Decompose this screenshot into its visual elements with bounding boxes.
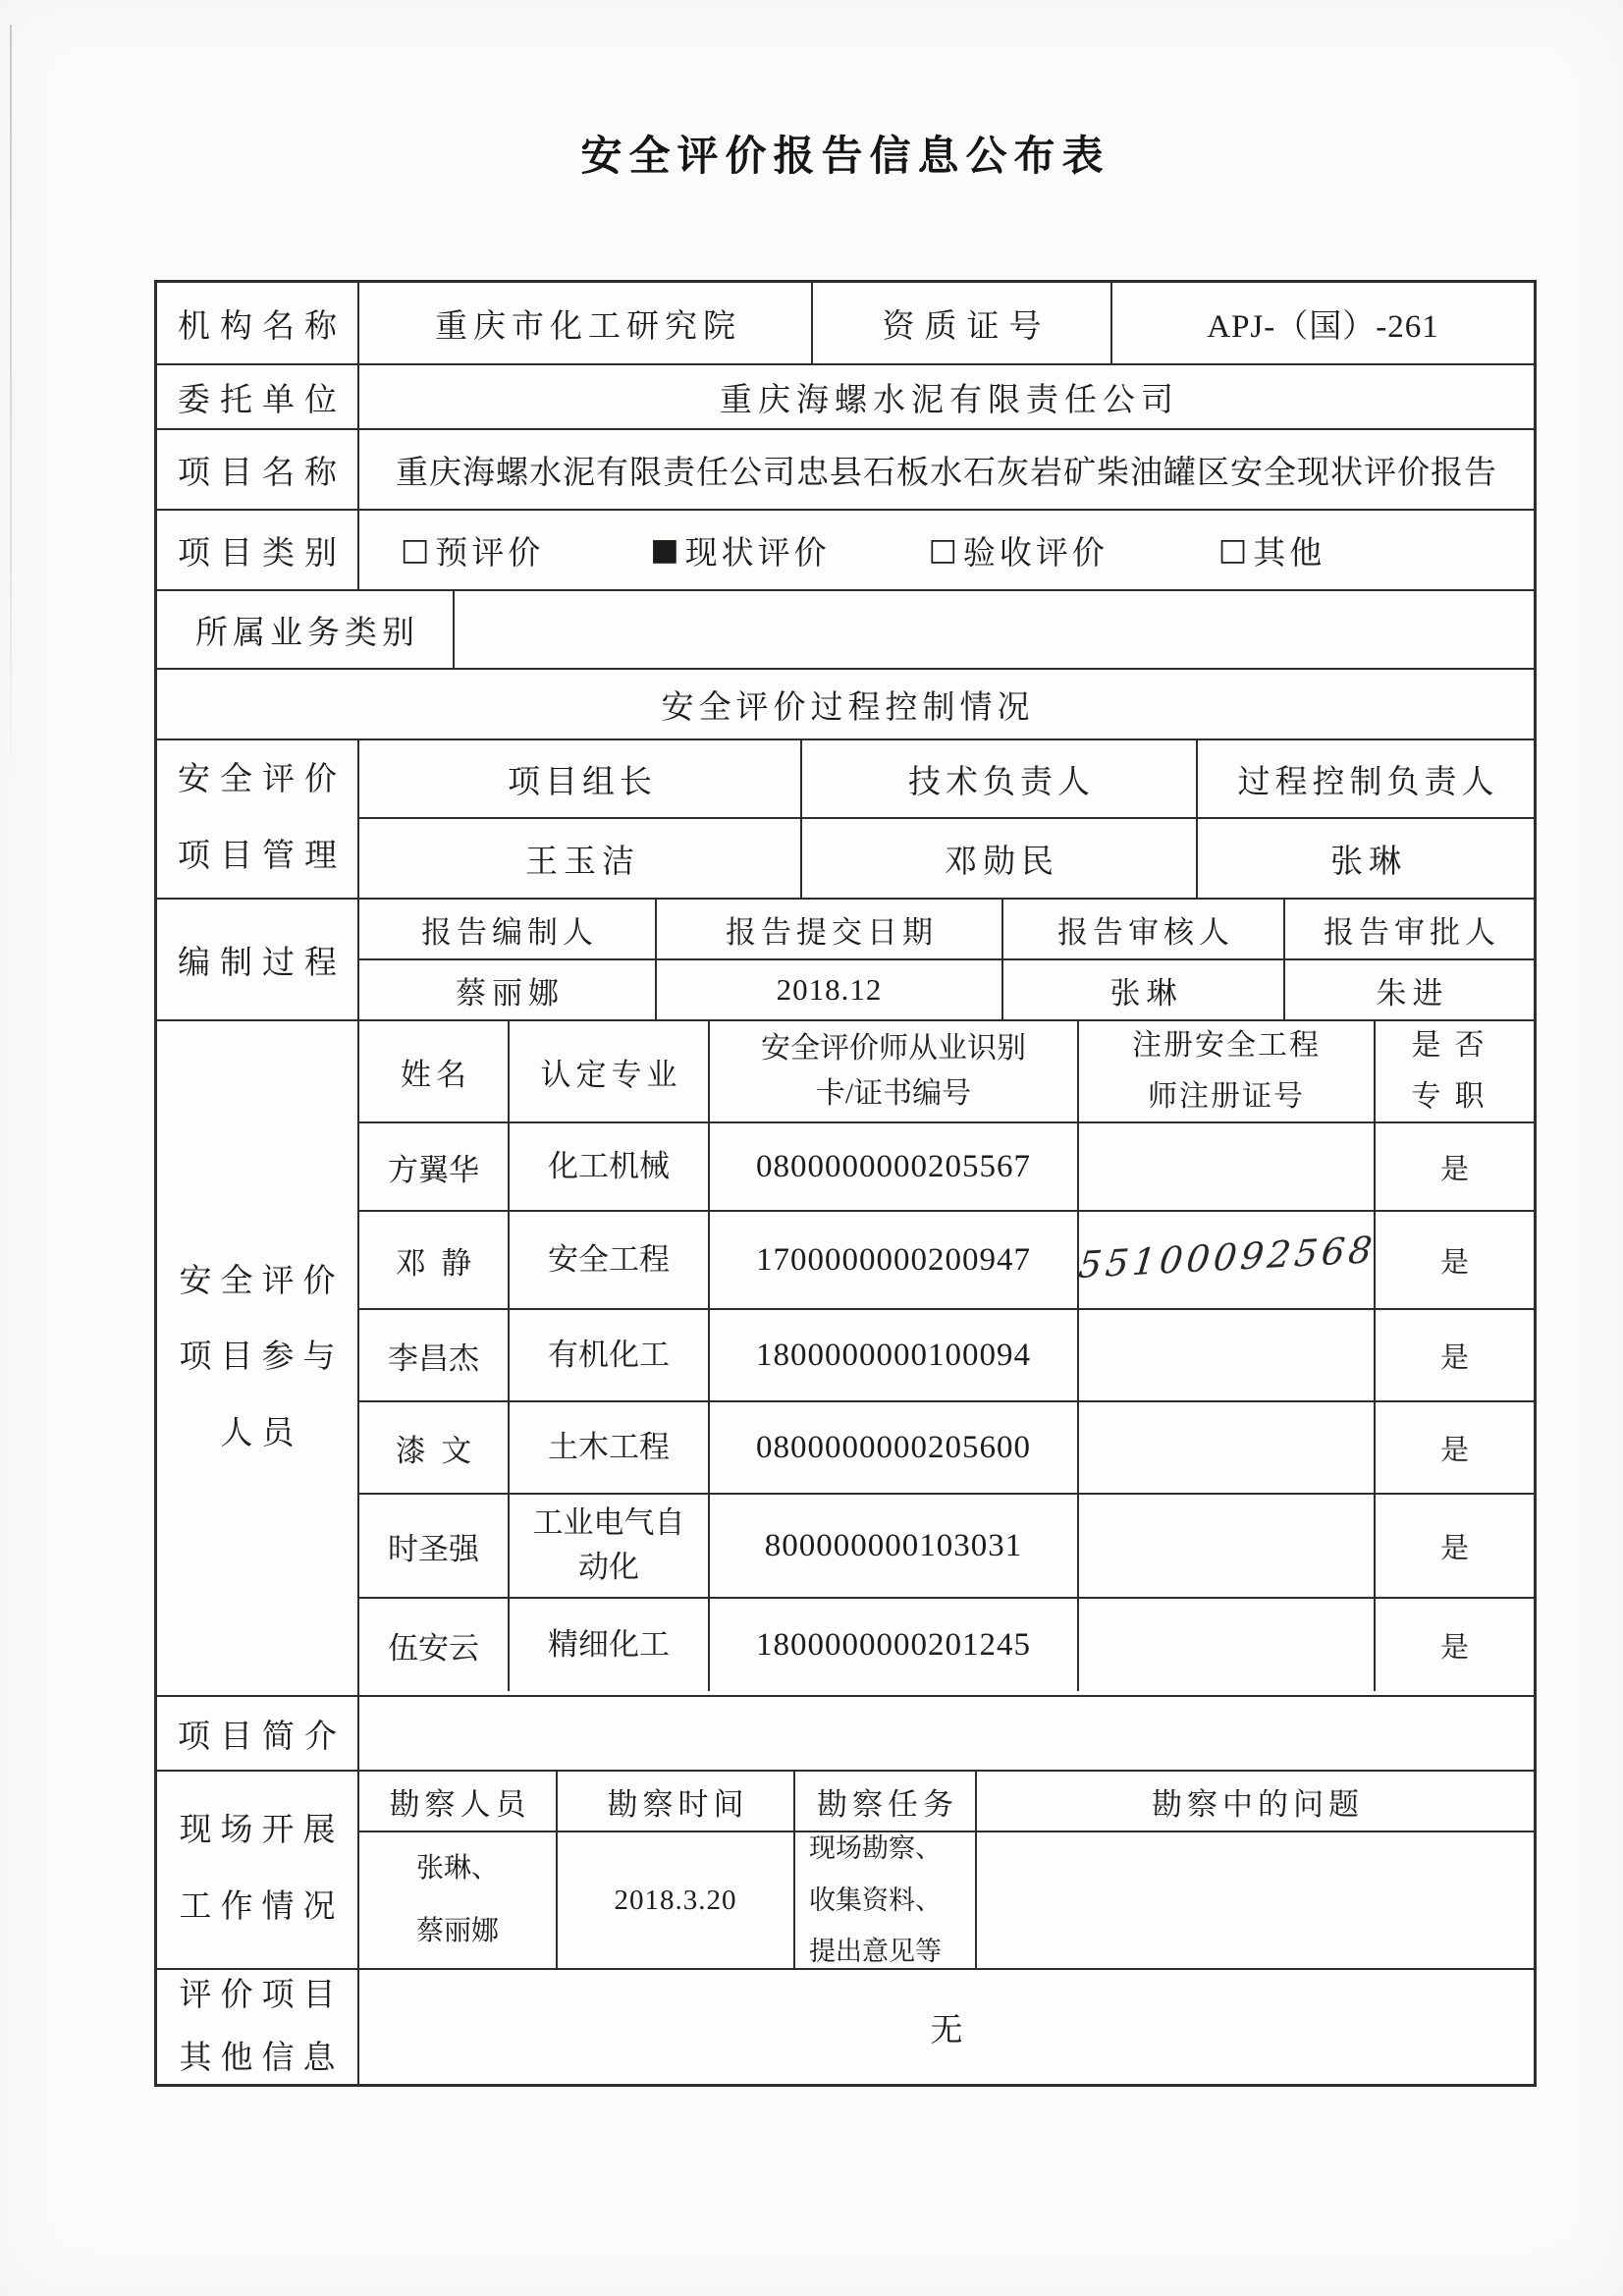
project-name-label: 项目名称 xyxy=(157,430,359,509)
fulltime-header: 是否专职 xyxy=(1411,1028,1498,1113)
participant-name: 邓 静 xyxy=(359,1212,510,1308)
other-info-value: 无 xyxy=(930,2012,963,2049)
report-approver-value: 朱进 xyxy=(1376,975,1449,1011)
option-pre-evaluation xyxy=(401,527,544,574)
participant-major: 化工机械 xyxy=(510,1123,710,1210)
participant-name: 李昌杰 xyxy=(359,1310,510,1400)
compilation-section xyxy=(157,900,1534,1021)
survey-task-header: 勘察任务 xyxy=(795,1772,977,1831)
project-category-options xyxy=(359,511,1534,589)
participant-reg-no xyxy=(1079,1402,1376,1493)
client-value: 重庆海螺水泥有限责任公司 xyxy=(720,382,1179,418)
participant-reg-no xyxy=(1079,1123,1376,1210)
option-label: 预评价 xyxy=(435,535,545,572)
option-label: 验收评价 xyxy=(962,535,1109,572)
participant-fulltime: 是 xyxy=(1439,1153,1469,1185)
participant-reg-no-handwritten: 55100092568 xyxy=(1079,1212,1376,1308)
business-category-row xyxy=(157,591,1534,670)
project-category-label: 项目类别 xyxy=(157,511,359,589)
participant-cert-no: 0800000000205600 xyxy=(710,1402,1079,1493)
name-header: 姓名 xyxy=(359,1021,510,1121)
site-work-values-row xyxy=(359,1832,1534,1968)
compilation-values-row xyxy=(359,960,1534,1019)
option-status-evaluation xyxy=(650,527,830,574)
project-category-row xyxy=(157,511,1534,591)
participant-row xyxy=(359,1310,1534,1402)
site-work-section xyxy=(157,1772,1534,1970)
participant-major: 有机化工 xyxy=(510,1310,710,1400)
page-title: 安全评价报告信息公布表 xyxy=(580,135,1110,180)
report-approver-header: 报告审批人 xyxy=(1324,914,1500,950)
participant-row xyxy=(359,1495,1534,1599)
participant-name: 方翼华 xyxy=(359,1123,510,1210)
survey-time-value: 2018.3.20 xyxy=(558,1832,795,1968)
option-acceptance-evaluation xyxy=(929,527,1109,574)
participant-cert-no: 1800000000100094 xyxy=(710,1310,1079,1400)
participant-fulltime: 是 xyxy=(1439,1532,1469,1564)
report-date-header: 报告提交日期 xyxy=(657,900,1003,958)
participant-row xyxy=(359,1402,1534,1495)
tech-lead-value: 邓勋民 xyxy=(802,819,1198,898)
other-info-row xyxy=(157,1970,1534,2084)
business-category-label: 所属业务类别 xyxy=(157,591,455,668)
org-name-value: 重庆市化工研究院 xyxy=(359,283,813,363)
management-values-row xyxy=(359,819,1534,898)
scanner-edge-artifact xyxy=(10,25,12,791)
business-category-value xyxy=(455,591,1534,668)
participant-reg-no xyxy=(1079,1495,1376,1597)
management-label: 安全评价项目管理 xyxy=(157,740,359,898)
checkbox-unchecked-icon: □ xyxy=(401,532,430,568)
process-control-title: 安全评价过程控制情况 xyxy=(661,689,1035,726)
site-work-label: 现场开展工作情况 xyxy=(157,1772,359,1968)
participant-major: 土木工程 xyxy=(510,1402,710,1493)
participant-cert-no: 0800000000205567 xyxy=(710,1123,1079,1210)
participant-name: 时圣强 xyxy=(359,1495,510,1597)
participant-name: 伍安云 xyxy=(359,1599,510,1691)
participants-label: 安全评价项目参与人员 xyxy=(157,1021,359,1695)
major-header: 认定专业 xyxy=(510,1021,710,1121)
compilation-header-row xyxy=(359,900,1534,960)
org-row xyxy=(157,283,1534,365)
participant-reg-no xyxy=(1079,1599,1376,1691)
checkbox-unchecked-icon: □ xyxy=(928,532,957,568)
project-summary-value xyxy=(359,1697,1534,1770)
org-name-label: 机构名称 xyxy=(157,283,359,363)
report-author-value: 蔡丽娜 xyxy=(359,960,657,1019)
tech-lead-header: 技术负责人 xyxy=(802,740,1198,817)
participant-row xyxy=(359,1123,1534,1212)
survey-time-header: 勘察时间 xyxy=(558,1772,795,1831)
management-header-row xyxy=(359,740,1534,819)
assessor-cert-header: 安全评价师从业识别卡/证书编号 xyxy=(710,1021,1079,1121)
report-date-value: 2018.12 xyxy=(657,960,1003,1019)
registered-engineer-header: 注册安全工程师注册证号 xyxy=(1079,1021,1376,1121)
participants-header-row xyxy=(359,1021,1534,1123)
checkbox-checked-icon: ■ xyxy=(650,532,679,568)
participant-fulltime: 是 xyxy=(1439,1434,1469,1466)
participant-cert-no: 800000000103031 xyxy=(710,1495,1079,1597)
compilation-label: 编制过程 xyxy=(157,900,359,1019)
project-summary-label: 项目简介 xyxy=(157,1697,359,1770)
project-leader-header: 项目组长 xyxy=(359,740,802,817)
management-section xyxy=(157,740,1534,900)
survey-personnel-value: 张琳、蔡丽娜 xyxy=(359,1832,558,1968)
client-row xyxy=(157,365,1534,430)
participant-name: 漆 文 xyxy=(359,1402,510,1493)
cert-no-value: APJ-（国）-261 xyxy=(1207,308,1439,345)
participant-fulltime: 是 xyxy=(1439,1631,1469,1664)
survey-task-value: 现场勘察、收集资料、提出意见等 xyxy=(795,1832,977,1968)
project-summary-row xyxy=(157,1697,1534,1772)
participant-row xyxy=(359,1599,1534,1691)
participant-row xyxy=(359,1212,1534,1310)
option-other xyxy=(1218,527,1325,574)
participant-major: 工业电气自动化 xyxy=(510,1495,710,1597)
participant-cert-no: 1800000000201245 xyxy=(710,1599,1079,1691)
participant-fulltime: 是 xyxy=(1439,1246,1469,1279)
survey-personnel-header: 勘察人员 xyxy=(359,1772,558,1831)
option-label: 其他 xyxy=(1253,535,1326,572)
report-reviewer-header: 报告审核人 xyxy=(1003,900,1285,958)
participant-major: 精细化工 xyxy=(510,1599,710,1691)
participants-section xyxy=(157,1021,1534,1697)
cert-no-label: 资质证号 xyxy=(813,283,1112,363)
project-leader-value: 王玉洁 xyxy=(359,819,802,898)
participant-reg-no xyxy=(1079,1310,1376,1400)
participant-cert-no: 1700000000200947 xyxy=(710,1212,1079,1308)
survey-problems-header: 勘察中的问题 xyxy=(1152,1786,1364,1822)
client-label: 委托单位 xyxy=(157,365,359,428)
report-reviewer-value: 张琳 xyxy=(1003,960,1285,1019)
report-info-table xyxy=(154,280,1537,2087)
process-control-lead-header: 过程控制负责人 xyxy=(1237,764,1499,800)
process-control-title-row xyxy=(157,670,1534,740)
checkbox-unchecked-icon: □ xyxy=(1217,532,1248,568)
option-label: 现状评价 xyxy=(684,535,831,572)
other-info-label: 评价项目其他信息 xyxy=(157,1970,359,2084)
project-name-row xyxy=(157,430,1534,511)
process-control-lead-value: 张琳 xyxy=(1330,844,1407,880)
participant-major: 安全工程 xyxy=(510,1212,710,1308)
participant-fulltime: 是 xyxy=(1439,1341,1469,1374)
survey-problems-value xyxy=(977,1832,1534,1968)
project-name-value: 重庆海螺水泥有限责任公司忠县石板水石灰岩矿柴油罐区安全现状评价报告 xyxy=(396,455,1497,491)
report-author-header: 报告编制人 xyxy=(359,900,657,958)
